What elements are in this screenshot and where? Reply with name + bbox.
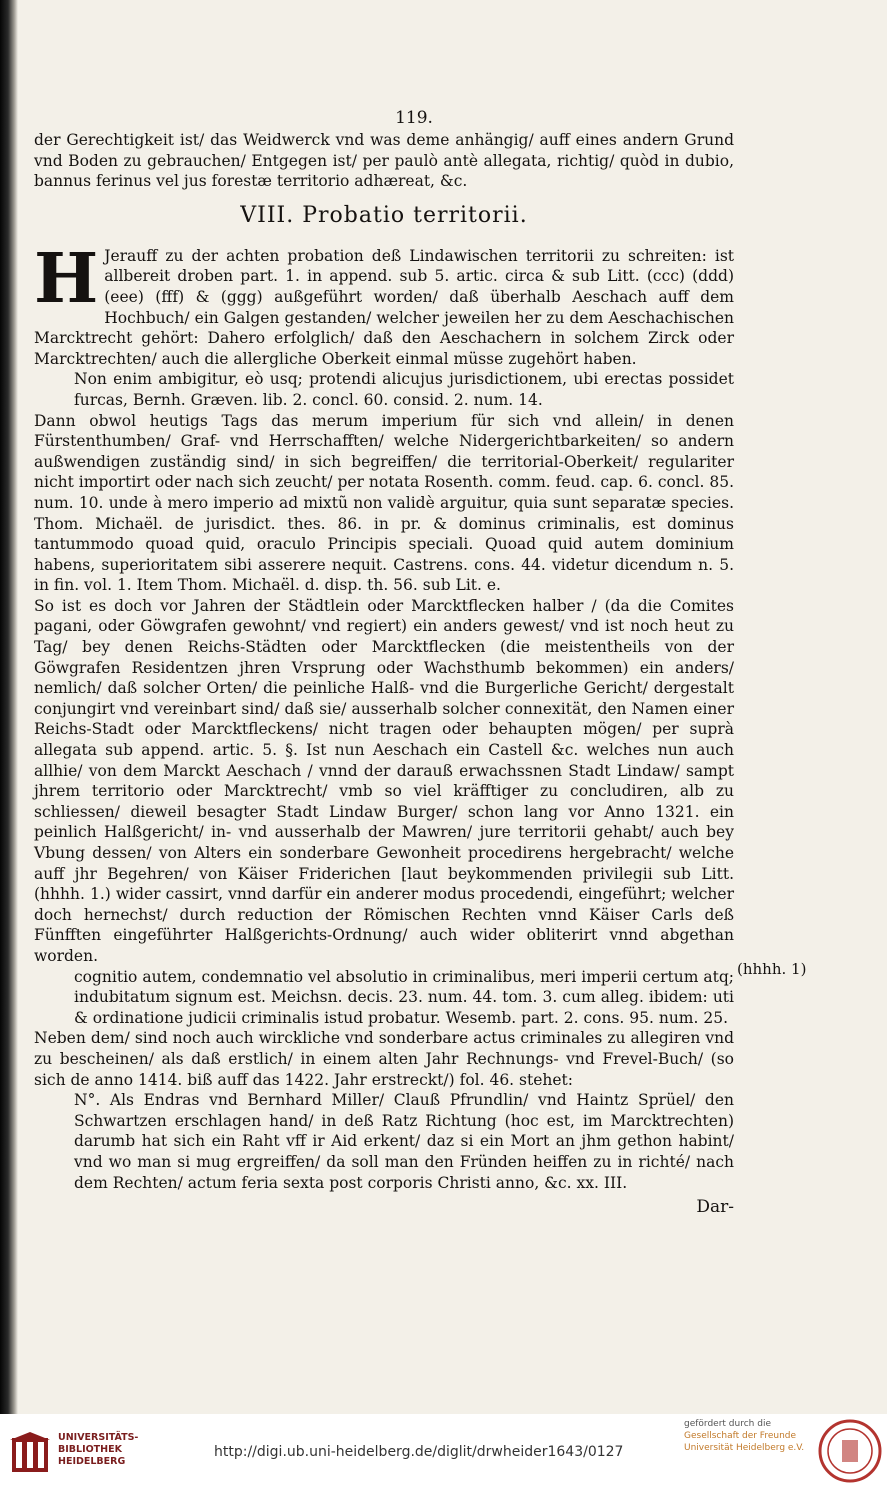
paragraph-5: So ist es doch vor Jahren der Städtlein oder Marcktflecken halber / (da die Comites pagani, oder Göwgrafen gewohnt/ vnd regiert) ein anders gewest/ vnd ist noch heut zu Tag/ bey denen Reichs-Städten oder Marcktflecken (die meistentheils von der Göwgrafen Residentzen jhren Vrsprung oder Wachsthumb bekommen) ein anders/ nemlich/ daß solcher Orten/ die peinliche Halß- vnd die Burgerliche Gericht/ dergestalt conjungirt vnd vereinbart sind/ daß sie/ ausserhalb solcher connexität, den Namen einer Reichs-Stadt oder Marcktfleckens/ nicht tragen oder behaupten mögen/ per suprà allegata sub append. artic. 5. §. Ist nun Aeschach ein Castell &c. welches nun auch allhie/ von dem Marckt Aeschach / vnnd der darauß erwachssnen Stadt Lindaw/ sampt jhrem territorio oder Marcktrecht/ vmb so viel kräfftiger zu concludiren, alb zu schliessen/ dieweil besagter Stadt Lindaw Burger/ schon lang vor Anno 1321. ein peinlich Halßgericht/ in- vnd ausserhalb der Mawren/ jure territorii gehabt/ auch bey Vbung dessen/ von Alters ein sonderbare Gewonheit procedirens hergebracht/ welche auff jhr Begehren/ von Käiser Friderichen [laut beykommenden privilegii sub Litt. (hhhh. 1.) wider cassirt, vnnd darfür ein anderer modus procedendi, eingeführt; welcher doch hernechst/ durch reduction der Römischen Rechten vnnd Käiser Carls deß Fünfften eingeführter Halßgerichts-Ordnung/ auch wider obliterirt vnnd abgethan worden. [34, 596, 734, 965]
funding-organization: Gesellschaft der Freunde Universität Heidelberg e.V. [684, 1431, 805, 1453]
paragraph-1: der Gerechtigkeit ist/ das Weidwerck vnd was deme anhängig/ auff eines andern Grund vnd Boden zu gebrauchen/ Entgegen ist/ per paulò antè allegata, richtig/ quòd in dubio, bannus ferinus vel jus forestæ territorio adhæreat, &c. [34, 131, 734, 191]
paragraph-6: cognitio autem, condemnatio vel absolutio in criminalibus, meri imperii certum atq; indubitatum signum est. Meichsn. decis. 23. num. 44. tom. 3. cum alleg. ibidem: uti & ordinatione judicii criminalis istud probatur. Wesemb. part. 2. cons. 95. num. 25. [74, 967, 734, 1027]
paragraph-7: Neben dem/ sind noch auch wirckliche vnd sonderbare actus criminales zu allegiren vnd zu bescheinen/ als daß erstlich/ in einem alten Jahr Rechnungs- vnd Frevel-Buch/ (so sich de anno 1414. biß auff das 1422. Jahr erstreckt/) fol. 46. stehet: [34, 1029, 734, 1089]
paragraph-8: N°. Als Endras vnd Bernhard Miller/ Clauß Pfrundlin/ vnd Haintz Sprüel/ den Schwartzen erschlagen hand/ in deß Ratz Richtung (hoc est, im Marcktrechten) darumb hat sich ein Raht vff ir Aid erkent/ daz si ein Mort an jhm gethon habint/ vnd wo man si mug ergreiffen/ da soll man den Fründen heiffen zu in richté/ nach dem Rechten/ actum feria sexta post corporis Christi anno, &c. xx. III. [74, 1091, 734, 1192]
funding-block [684, 1418, 804, 1454]
margin-note: (hhhh. 1) [737, 960, 807, 978]
section-title: VIII. Probatio territorii. [240, 202, 528, 228]
university-seal-icon [818, 1418, 882, 1484]
library-name: UNIVERSITÄTS- BIBLIOTHEK HEIDELBERG [58, 1432, 139, 1467]
catchword: Dar- [696, 1197, 734, 1218]
viewer-footer [0, 1414, 887, 1490]
drop-capital: H [34, 238, 99, 319]
paragraph-4: Dann obwol heutigs Tags das merum imperium für sich vnd allein/ in denen Fürstenthumben/ Graf- vnd Herrschafften/ welche Nidergerichtbarkeiten/ so andern außwendigen zuständig sind/ in sich begreiffen/ die territorial-Oberkeit/ regulariter nicht importirt oder nach sich zeucht/ per notata Rosenth. comm. feud. cap. 6. concl. 85. num. 10. unde à mero imperio ad mixtũ non validè arguitur, quia sunt separatæ species. Thom. Michaël. de jurisdict. thes. 86. in pr. & dominus criminalis, est dominus tantummodo quoad quid, oraculo Principis speciali. Quoad quid autem dominium habens, superioritatem sibi asserere nequit. Castrens. cons. 44. videtur dicendum n. 5. in fin. vol. 1. Item Thom. Michaël. d. disp. th. 56. sub Lit. e. [34, 411, 734, 595]
permalink-url[interactable]: http://digi.ub.uni-heidelberg.de/diglit/drwheider1643/0127 [214, 1444, 624, 1460]
page-number: 119. [395, 108, 433, 128]
paragraph-3: Non enim ambigitur, eò usq; protendi alicujus jurisdictionem, ubi erectas possidet furcas, Bernh. Græven. lib. 2. concl. 60. consid. 2. num. 14. [74, 370, 734, 409]
paragraph-2-block [34, 238, 734, 370]
page-body [34, 108, 734, 1218]
funding-label: gefördert durch die [684, 1419, 771, 1429]
book-spine-shadow [0, 0, 18, 1414]
library-logo-icon [10, 1432, 50, 1474]
paragraph-2: Jerauff zu der achten probation deß Lindawischen territorii zu schreiten: ist allbereit droben part. 1. in append. sub 5. artic. circa & sub Litt. (ccc) (ddd) (eee) (fff) & (ggg) außgeführt worden/ daß überhalb Aeschach auff dem Hochbuch/ ein Galgen gestanden/ welcher jeweilen her zu dem Aeschachischen Marcktrecht gehört: Dahero erfolglich/ daß den Aeschachern in solchem Zirck oder Marcktrechten/ auch die allergliche Oberkeit einmal müsse zugehört haben. [34, 246, 734, 368]
